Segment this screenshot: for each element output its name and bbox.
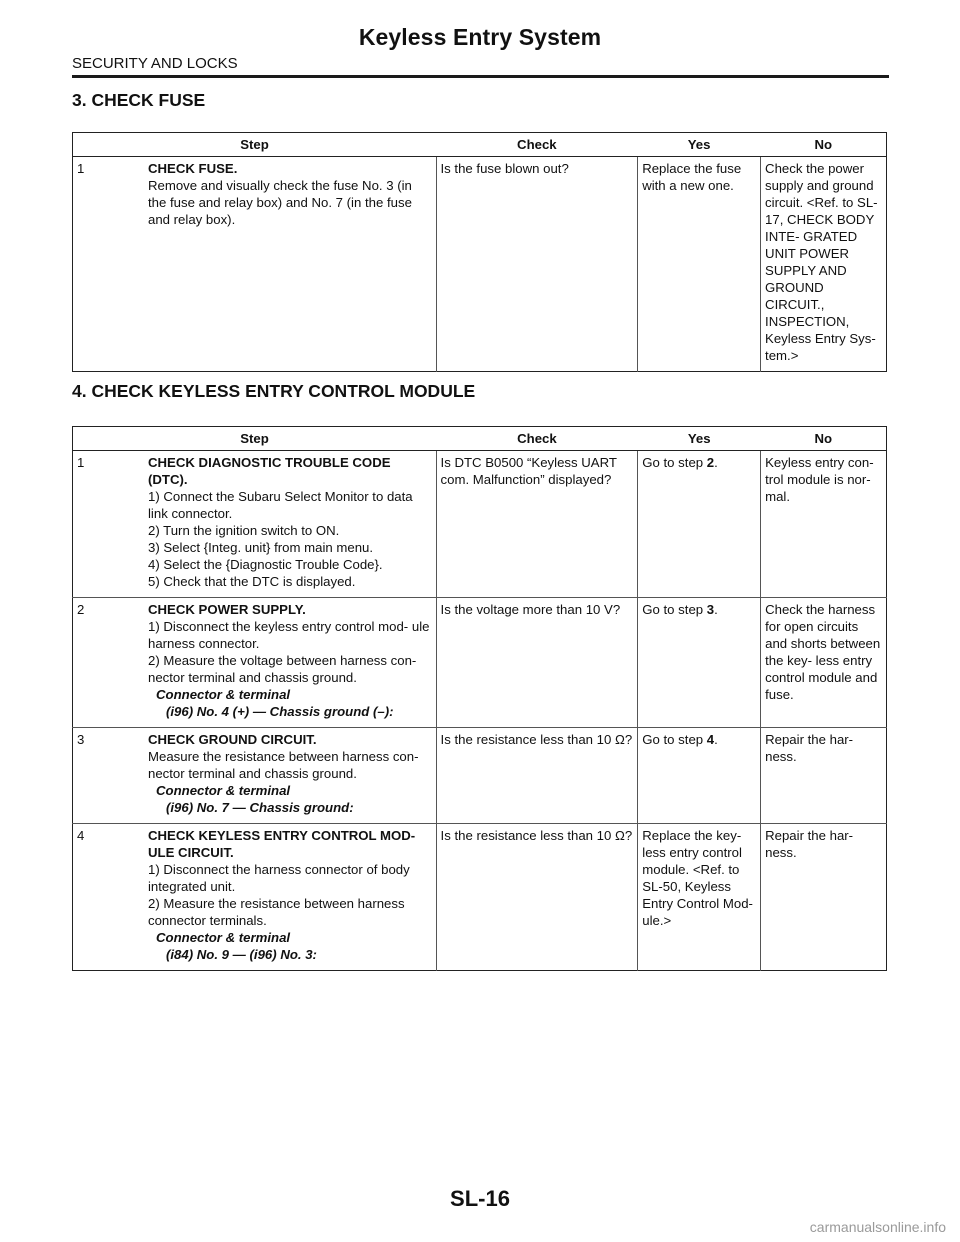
step-cell bbox=[73, 728, 437, 824]
table-header-row bbox=[73, 133, 887, 157]
step-cell bbox=[73, 824, 437, 971]
yes-text: Go to step bbox=[642, 732, 707, 747]
column-header: Yes bbox=[638, 427, 761, 451]
column-header: Step bbox=[73, 427, 437, 451]
step-instruction: 4) Select the {Diagnostic Trouble Code}. bbox=[148, 557, 383, 572]
step-cell bbox=[73, 157, 437, 372]
header-rule bbox=[72, 75, 889, 78]
yes-cell: Go to step 3. bbox=[638, 598, 761, 728]
check-table bbox=[72, 132, 887, 372]
connector-terminal: (i96) No. 4 (+) — Chassis ground (–): bbox=[166, 704, 394, 719]
no-cell: Repair the har- ness. bbox=[761, 728, 887, 824]
connector-label: Connector & terminal bbox=[156, 930, 291, 945]
connector-terminal: (i96) No. 7 — Chassis ground: bbox=[166, 800, 354, 815]
page-number: SL-16 bbox=[450, 1186, 510, 1211]
connector-terminal: (i84) No. 9 — (i96) No. 3: bbox=[166, 947, 317, 962]
no-cell: Check the harness for open circuits and shorts between the key- less entry control module and fuse. bbox=[761, 598, 887, 728]
step-cell bbox=[73, 598, 437, 728]
step-instruction: 2) Measure the voltage between harness con- nector terminal and chassis ground. bbox=[148, 653, 417, 685]
step-number: 1 bbox=[77, 161, 85, 176]
column-header: No bbox=[761, 427, 887, 451]
check-table bbox=[72, 426, 887, 971]
yes-step-number: 2 bbox=[706, 455, 715, 470]
step-number: 4 bbox=[77, 828, 85, 843]
yes-cell: Replace the fuse with a new one. bbox=[638, 157, 761, 372]
step-title: CHECK KEYLESS ENTRY CONTROL MOD- ULE CIRCUIT. bbox=[148, 828, 416, 860]
yes-step-number: 4 bbox=[706, 732, 715, 747]
column-header: Step bbox=[73, 133, 437, 157]
column-header: Check bbox=[436, 427, 638, 451]
column-header: No bbox=[761, 133, 887, 157]
table-row bbox=[73, 728, 887, 824]
step-instruction: 1) Disconnect the keyless entry control mod- ule harness connector. bbox=[148, 619, 430, 651]
section-heading: 3. CHECK FUSE bbox=[72, 90, 206, 110]
section-heading: 4. CHECK KEYLESS ENTRY CONTROL MODULE bbox=[72, 381, 476, 401]
table-row bbox=[73, 824, 887, 971]
yes-cell: Go to step 4. bbox=[638, 728, 761, 824]
column-header: Yes bbox=[638, 133, 761, 157]
table-row bbox=[73, 451, 887, 598]
section-label: SECURITY AND LOCKS bbox=[72, 55, 238, 72]
step-instruction: 2) Measure the resistance between harness connector terminals. bbox=[148, 896, 405, 928]
step-title: CHECK POWER SUPPLY. bbox=[148, 602, 306, 617]
step-instruction: 5) Check that the DTC is displayed. bbox=[148, 574, 356, 589]
table-header-row bbox=[73, 427, 887, 451]
check-cell: Is the voltage more than 10 V? bbox=[436, 598, 638, 728]
step-title: CHECK GROUND CIRCUIT. bbox=[148, 732, 317, 747]
step-instruction: 2) Turn the ignition switch to ON. bbox=[148, 523, 340, 538]
table-row bbox=[73, 598, 887, 728]
step-cell bbox=[73, 451, 437, 598]
connector-label: Connector & terminal bbox=[156, 687, 291, 702]
yes-step-number: 3 bbox=[706, 602, 715, 617]
yes-text: Go to step bbox=[642, 602, 707, 617]
no-cell: Keyless entry con- trol module is nor- mal. bbox=[761, 451, 887, 598]
connector-label: Connector & terminal bbox=[156, 783, 291, 798]
check-cell: Is the fuse blown out? bbox=[436, 157, 638, 372]
yes-cell: Replace the key- less entry control module. <Ref. to SL-50, Keyless Entry Control Mod- ule.> bbox=[638, 824, 761, 971]
yes-text: Go to step bbox=[642, 455, 707, 470]
check-cell: Is DTC B0500 “Keyless UART com. Malfunction” displayed? bbox=[436, 451, 638, 598]
step-number: 2 bbox=[77, 602, 85, 617]
step-instruction: 1) Connect the Subaru Select Monitor to data link connector. bbox=[148, 489, 413, 521]
step-number: 1 bbox=[77, 455, 85, 470]
step-instruction: Measure the resistance between harness con- nector terminal and chassis ground. bbox=[148, 749, 419, 781]
watermark: carmanualsonline.info bbox=[809, 1219, 946, 1235]
yes-cell: Go to step 2. bbox=[638, 451, 761, 598]
no-cell: Check the power supply and ground circuit. <Ref. to SL-17, CHECK BODY INTE- GRATED UNIT POWER SUPPLY AND GROUND CIRCUIT., INSPECTION, Keyless Entry Sys- tem.> bbox=[761, 157, 887, 372]
table-row bbox=[73, 157, 887, 372]
page-title: Keyless Entry System bbox=[358, 24, 602, 50]
column-header: Check bbox=[436, 133, 638, 157]
step-title: CHECK FUSE. bbox=[148, 161, 238, 176]
step-number: 3 bbox=[77, 732, 85, 747]
check-cell: Is the resistance less than 10 Ω? bbox=[436, 824, 638, 971]
step-title: CHECK DIAGNOSTIC TROUBLE CODE (DTC). bbox=[148, 455, 391, 487]
step-instruction: 3) Select {Integ. unit} from main menu. bbox=[148, 540, 374, 555]
no-cell: Repair the har- ness. bbox=[761, 824, 887, 971]
check-cell: Is the resistance less than 10 Ω? bbox=[436, 728, 638, 824]
step-instruction: Remove and visually check the fuse No. 3 (in the fuse and relay box) and No. 7 (in the fuse and relay box). bbox=[148, 178, 412, 227]
step-instruction: 1) Disconnect the harness connector of body integrated unit. bbox=[148, 862, 410, 894]
